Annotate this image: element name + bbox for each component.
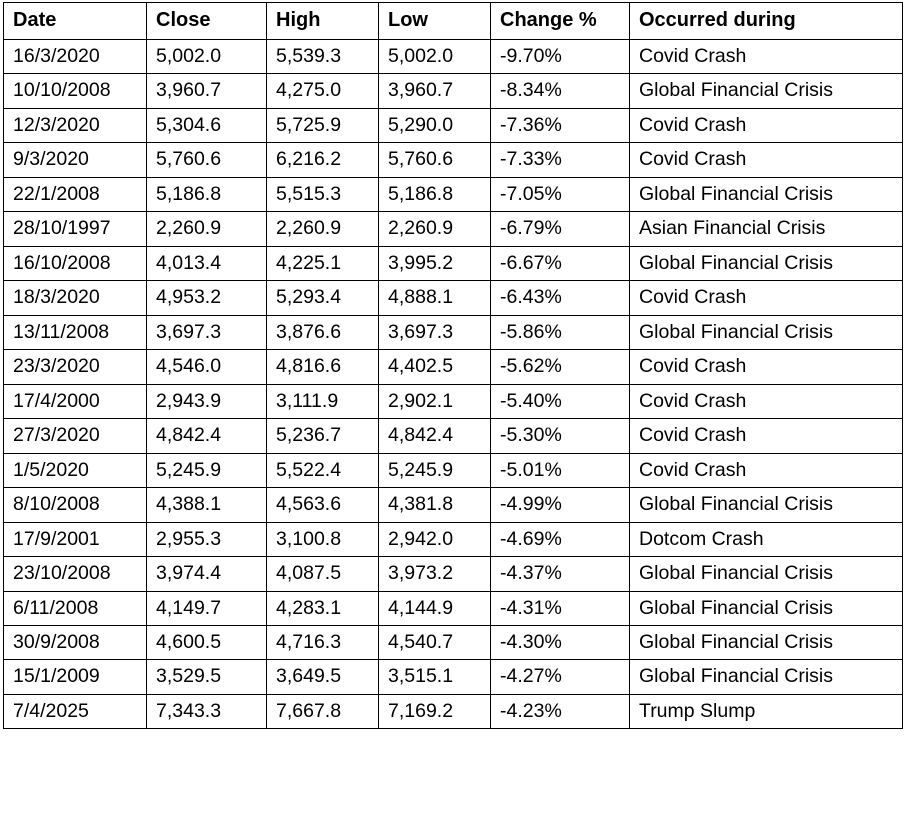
cell-high: 3,100.8 xyxy=(267,522,379,556)
cell-low: 5,245.9 xyxy=(379,453,491,487)
cell-high: 5,293.4 xyxy=(267,281,379,315)
cell-occurred-during: Global Financial Crisis xyxy=(630,625,903,659)
cell-date: 7/4/2025 xyxy=(4,694,147,728)
cell-close: 3,974.4 xyxy=(147,557,267,591)
cell-change-percent: -4.31% xyxy=(491,591,630,625)
cell-date: 1/5/2020 xyxy=(4,453,147,487)
cell-occurred-during: Global Financial Crisis xyxy=(630,74,903,108)
column-header-high: High xyxy=(267,3,379,40)
cell-occurred-during: Global Financial Crisis xyxy=(630,177,903,211)
cell-high: 4,225.1 xyxy=(267,246,379,280)
table-row xyxy=(4,660,903,694)
cell-high: 4,563.6 xyxy=(267,488,379,522)
cell-close: 5,245.9 xyxy=(147,453,267,487)
table-row xyxy=(4,177,903,211)
cell-high: 4,275.0 xyxy=(267,74,379,108)
cell-low: 4,402.5 xyxy=(379,350,491,384)
cell-occurred-during: Covid Crash xyxy=(630,350,903,384)
table-row xyxy=(4,694,903,728)
cell-change-percent: -7.33% xyxy=(491,143,630,177)
cell-low: 3,697.3 xyxy=(379,315,491,349)
cell-close: 4,388.1 xyxy=(147,488,267,522)
cell-close: 3,960.7 xyxy=(147,74,267,108)
cell-close: 2,955.3 xyxy=(147,522,267,556)
cell-high: 7,667.8 xyxy=(267,694,379,728)
cell-high: 2,260.9 xyxy=(267,212,379,246)
cell-date: 23/3/2020 xyxy=(4,350,147,384)
cell-change-percent: -5.01% xyxy=(491,453,630,487)
cell-change-percent: -4.99% xyxy=(491,488,630,522)
cell-date: 30/9/2008 xyxy=(4,625,147,659)
table-row xyxy=(4,522,903,556)
cell-change-percent: -5.62% xyxy=(491,350,630,384)
table-row xyxy=(4,108,903,142)
cell-change-percent: -4.30% xyxy=(491,625,630,659)
cell-low: 5,186.8 xyxy=(379,177,491,211)
column-header-close: Close xyxy=(147,3,267,40)
cell-high: 4,716.3 xyxy=(267,625,379,659)
cell-low: 4,540.7 xyxy=(379,625,491,659)
cell-date: 22/1/2008 xyxy=(4,177,147,211)
cell-change-percent: -9.70% xyxy=(491,40,630,74)
cell-date: 12/3/2020 xyxy=(4,108,147,142)
cell-occurred-during: Covid Crash xyxy=(630,281,903,315)
column-header-low: Low xyxy=(379,3,491,40)
cell-occurred-during: Covid Crash xyxy=(630,419,903,453)
cell-date: 18/3/2020 xyxy=(4,281,147,315)
table-row xyxy=(4,315,903,349)
cell-low: 2,942.0 xyxy=(379,522,491,556)
table-header xyxy=(4,3,903,40)
table-container xyxy=(0,2,904,826)
table-row xyxy=(4,384,903,418)
cell-low: 3,960.7 xyxy=(379,74,491,108)
cell-low: 4,144.9 xyxy=(379,591,491,625)
table-row xyxy=(4,453,903,487)
column-header-change-percent: Change % xyxy=(491,3,630,40)
cell-high: 5,522.4 xyxy=(267,453,379,487)
cell-low: 2,260.9 xyxy=(379,212,491,246)
table-row xyxy=(4,350,903,384)
cell-change-percent: -7.05% xyxy=(491,177,630,211)
table-row xyxy=(4,419,903,453)
cell-low: 5,002.0 xyxy=(379,40,491,74)
cell-change-percent: -5.40% xyxy=(491,384,630,418)
cell-date: 6/11/2008 xyxy=(4,591,147,625)
cell-low: 5,290.0 xyxy=(379,108,491,142)
cell-occurred-during: Covid Crash xyxy=(630,384,903,418)
table-row xyxy=(4,591,903,625)
cell-high: 5,725.9 xyxy=(267,108,379,142)
cell-close: 5,760.6 xyxy=(147,143,267,177)
cell-high: 3,649.5 xyxy=(267,660,379,694)
cell-change-percent: -5.86% xyxy=(491,315,630,349)
cell-change-percent: -7.36% xyxy=(491,108,630,142)
cell-date: 27/3/2020 xyxy=(4,419,147,453)
crash-days-table xyxy=(3,2,903,729)
cell-close: 3,529.5 xyxy=(147,660,267,694)
cell-occurred-during: Covid Crash xyxy=(630,108,903,142)
cell-occurred-during: Dotcom Crash xyxy=(630,522,903,556)
table-row xyxy=(4,143,903,177)
cell-change-percent: -4.27% xyxy=(491,660,630,694)
cell-close: 4,013.4 xyxy=(147,246,267,280)
cell-change-percent: -4.37% xyxy=(491,557,630,591)
cell-change-percent: -4.23% xyxy=(491,694,630,728)
cell-date: 13/11/2008 xyxy=(4,315,147,349)
cell-occurred-during: Global Financial Crisis xyxy=(630,557,903,591)
cell-close: 3,697.3 xyxy=(147,315,267,349)
cell-close: 4,149.7 xyxy=(147,591,267,625)
table-row xyxy=(4,281,903,315)
cell-high: 4,283.1 xyxy=(267,591,379,625)
cell-occurred-during: Asian Financial Crisis xyxy=(630,212,903,246)
cell-close: 5,186.8 xyxy=(147,177,267,211)
cell-high: 5,236.7 xyxy=(267,419,379,453)
cell-occurred-during: Global Financial Crisis xyxy=(630,660,903,694)
cell-low: 3,973.2 xyxy=(379,557,491,591)
table-row xyxy=(4,246,903,280)
cell-occurred-during: Global Financial Crisis xyxy=(630,246,903,280)
cell-change-percent: -6.43% xyxy=(491,281,630,315)
cell-date: 15/1/2009 xyxy=(4,660,147,694)
cell-high: 3,111.9 xyxy=(267,384,379,418)
cell-low: 5,760.6 xyxy=(379,143,491,177)
table-row xyxy=(4,74,903,108)
cell-close: 4,546.0 xyxy=(147,350,267,384)
cell-low: 4,381.8 xyxy=(379,488,491,522)
cell-date: 17/9/2001 xyxy=(4,522,147,556)
cell-occurred-during: Covid Crash xyxy=(630,40,903,74)
cell-occurred-during: Trump Slump xyxy=(630,694,903,728)
cell-low: 3,515.1 xyxy=(379,660,491,694)
cell-close: 4,953.2 xyxy=(147,281,267,315)
cell-low: 7,169.2 xyxy=(379,694,491,728)
cell-date: 10/10/2008 xyxy=(4,74,147,108)
cell-low: 3,995.2 xyxy=(379,246,491,280)
cell-change-percent: -4.69% xyxy=(491,522,630,556)
cell-low: 4,888.1 xyxy=(379,281,491,315)
cell-date: 8/10/2008 xyxy=(4,488,147,522)
cell-low: 2,902.1 xyxy=(379,384,491,418)
table-body xyxy=(4,40,903,729)
cell-date: 28/10/1997 xyxy=(4,212,147,246)
cell-close: 4,600.5 xyxy=(147,625,267,659)
cell-close: 2,943.9 xyxy=(147,384,267,418)
table-row xyxy=(4,625,903,659)
column-header-date: Date xyxy=(4,3,147,40)
table-row xyxy=(4,488,903,522)
cell-high: 3,876.6 xyxy=(267,315,379,349)
cell-occurred-during: Global Financial Crisis xyxy=(630,591,903,625)
cell-date: 16/10/2008 xyxy=(4,246,147,280)
cell-date: 9/3/2020 xyxy=(4,143,147,177)
column-header-occurred-during: Occurred during xyxy=(630,3,903,40)
cell-change-percent: -5.30% xyxy=(491,419,630,453)
cell-date: 16/3/2020 xyxy=(4,40,147,74)
cell-occurred-during: Global Financial Crisis xyxy=(630,488,903,522)
cell-high: 5,515.3 xyxy=(267,177,379,211)
cell-close: 4,842.4 xyxy=(147,419,267,453)
table-row xyxy=(4,40,903,74)
cell-high: 6,216.2 xyxy=(267,143,379,177)
cell-close: 7,343.3 xyxy=(147,694,267,728)
cell-occurred-during: Covid Crash xyxy=(630,453,903,487)
table-row xyxy=(4,212,903,246)
cell-change-percent: -8.34% xyxy=(491,74,630,108)
cell-occurred-during: Covid Crash xyxy=(630,143,903,177)
cell-change-percent: -6.67% xyxy=(491,246,630,280)
cell-change-percent: -6.79% xyxy=(491,212,630,246)
cell-occurred-during: Global Financial Crisis xyxy=(630,315,903,349)
cell-close: 5,304.6 xyxy=(147,108,267,142)
table-header-row xyxy=(4,3,903,40)
cell-close: 2,260.9 xyxy=(147,212,267,246)
table-row xyxy=(4,557,903,591)
cell-high: 5,539.3 xyxy=(267,40,379,74)
cell-high: 4,087.5 xyxy=(267,557,379,591)
cell-low: 4,842.4 xyxy=(379,419,491,453)
cell-date: 17/4/2000 xyxy=(4,384,147,418)
cell-close: 5,002.0 xyxy=(147,40,267,74)
cell-date: 23/10/2008 xyxy=(4,557,147,591)
cell-high: 4,816.6 xyxy=(267,350,379,384)
